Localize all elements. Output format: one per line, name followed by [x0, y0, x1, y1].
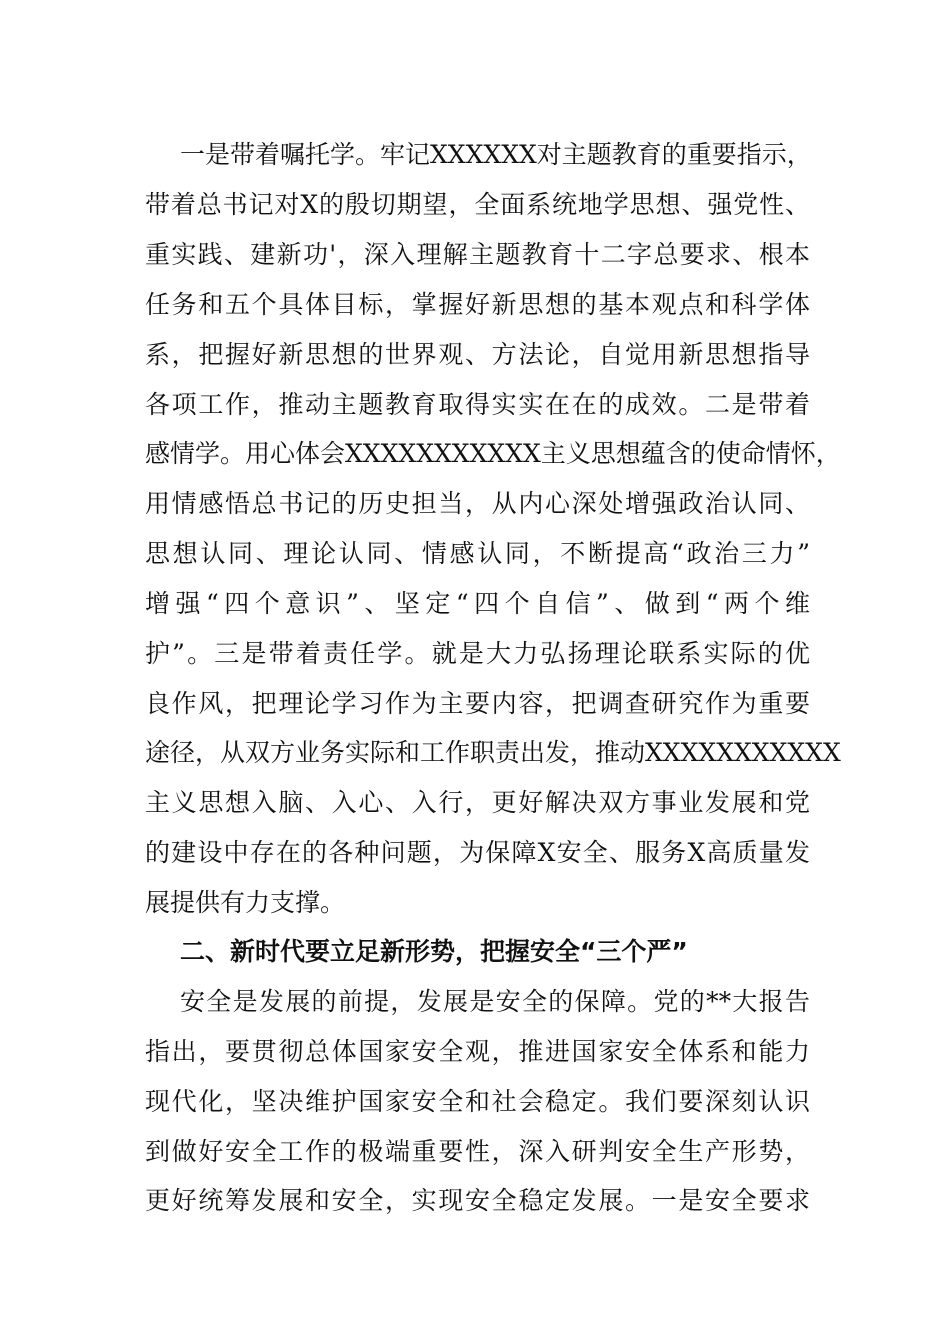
- paragraph-line: 任务和五个具体目标，掌握好新思想的基本观点和科学体: [145, 290, 810, 319]
- paragraph-line: 一是带着嘱托学。牢记XXXXXX对主题教育的重要指示，: [180, 140, 812, 169]
- paragraph-line: 的建设中存在的各种问题，为保障X安全、服务X高质量发: [145, 838, 810, 867]
- paragraph-line: 思想认同、理论认同、情感认同，不断提高“政治三力”: [145, 539, 810, 568]
- paragraph-line: 系，把握好新思想的世界观、方法论，自觉用新思想指导: [145, 340, 810, 369]
- paragraph-line: 良作风，把理论学习作为主要内容，把调查研究作为重要: [145, 689, 810, 718]
- paragraph-line: 安全是发展的前提，发展是安全的保障。党的**大报告: [180, 987, 810, 1016]
- paragraph-line: 各项工作，推动主题教育取得实实在在的成效。二是带着: [145, 390, 810, 419]
- paragraph-line: 带着总书记对X的殷切期望，全面系统地学思想、强党性、: [145, 190, 810, 219]
- paragraph-line: 更好统筹发展和安全，实现安全稳定发展。一是安全要求: [145, 1186, 810, 1215]
- paragraph-line: 护”。三是带着责任学。就是大力弘扬理论联系实际的优: [145, 639, 810, 668]
- paragraph-line: 现代化，坚决维护国家安全和社会稳定。我们要深刻认识: [145, 1087, 810, 1116]
- paragraph-line: 增强“四个意识”、坚定“四个自信”、做到“两个维: [145, 589, 810, 618]
- section-heading: 二、新时代要立足新形势，把握安全“三个严”: [180, 937, 688, 966]
- paragraph-line: 展提供有力支撑。: [145, 888, 346, 917]
- paragraph-line: 重实践、建新功'，深入理解主题教育十二字总要求、根本: [145, 240, 810, 269]
- paragraph-line: 感情学。用心体会XXXXXXXXXXX主义思想蕴含的使命情怀，: [145, 439, 841, 468]
- paragraph-line: 途径，从双方业务实际和工作职责出发，推动XXXXXXXXXXX: [145, 738, 841, 767]
- paragraph-line: 指出，要贯彻总体国家安全观，推进国家安全体系和能力: [145, 1037, 810, 1066]
- paragraph-line: 主义思想入脑、入心、入行，更好解决双方事业发展和党: [145, 788, 810, 817]
- paragraph-line: 到做好安全工作的极端重要性，深入研判安全生产形势，: [145, 1137, 810, 1166]
- paragraph-line: 用情感悟总书记的历史担当，从内心深处增强政治认同、: [145, 489, 810, 518]
